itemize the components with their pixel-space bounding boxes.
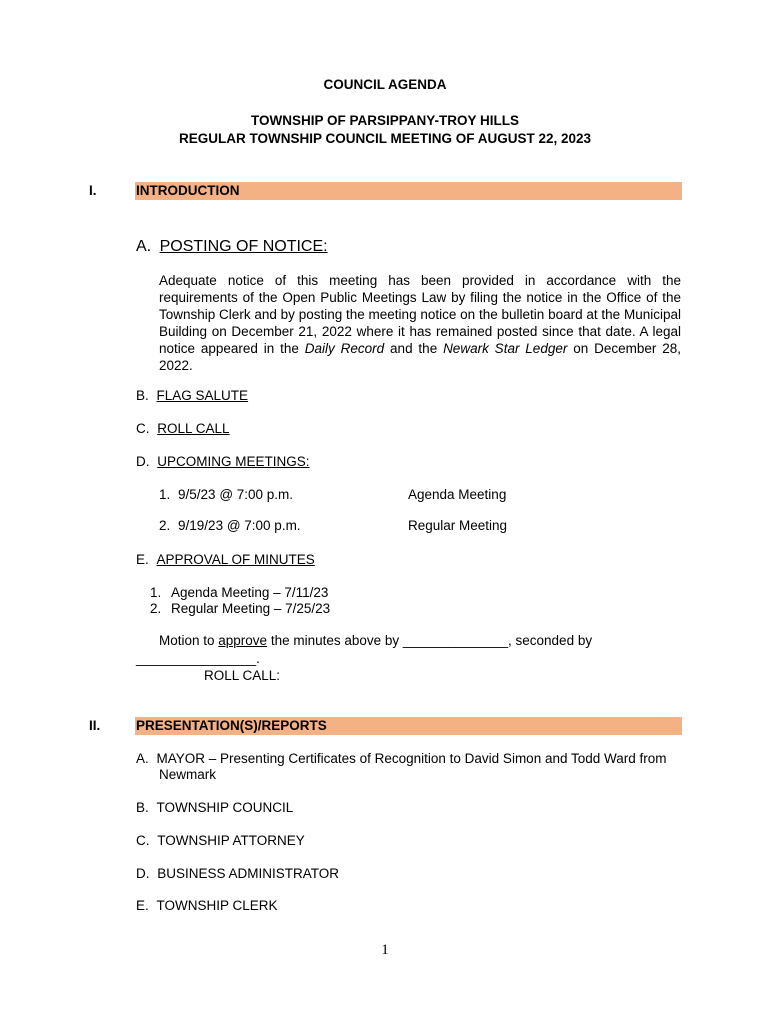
daily-record-text: Daily Record [304, 341, 385, 356]
item-letter: D. [136, 454, 150, 469]
meeting-date: 9/5/23 @ 7:00 p.m. [178, 487, 294, 502]
meeting-title: REGULAR TOWNSHIP COUNCIL MEETING OF AUGUST 22, 2023 [178, 131, 592, 146]
motion-text-pre: Motion to [159, 633, 219, 648]
item-letter: B. [136, 800, 149, 815]
posting-of-notice-label: POSTING OF NOTICE: [159, 238, 328, 255]
flag-salute-label: FLAG SALUTE [156, 388, 249, 403]
item-e-township-clerk [136, 898, 278, 913]
roll-call-text: ROLL CALL: [204, 668, 281, 683]
meeting-1-date [159, 487, 293, 502]
item-b-flag-salute [136, 388, 248, 403]
notice-text-end: on December 28, 2022. [159, 341, 681, 373]
township-council-text: TOWNSHIP COUNCIL [156, 800, 294, 815]
item-letter: E. [136, 552, 149, 567]
motion-text-post: the minutes above by ______________, seconded by [267, 633, 593, 648]
business-administrator-text: BUSINESS ADMINISTRATOR [157, 866, 340, 881]
motion-line [159, 633, 592, 648]
minutes-item-2 [150, 601, 330, 616]
seconded-blank: ________________. [136, 651, 260, 666]
meeting-2-date [159, 518, 301, 533]
township-name: TOWNSHIP OF PARSIPPANY-TROY HILLS [250, 113, 520, 128]
item-letter: A. [136, 238, 152, 255]
mayor-text: MAYOR – Presenting Certificates of Recognition to David Simon and Todd Ward from [156, 751, 667, 766]
item-e-approval-of-minutes [136, 552, 315, 567]
item-letter: E. [136, 898, 149, 913]
list-number: 1. [150, 585, 162, 600]
list-number: 2. [159, 518, 171, 533]
section-1-title: INTRODUCTION [136, 183, 240, 198]
meeting-1-type: Agenda Meeting [408, 487, 507, 502]
item-letter: A. [136, 751, 149, 766]
item-c-roll-call [136, 421, 230, 436]
approve-word: approve [218, 633, 268, 648]
list-number: 2. [150, 601, 162, 616]
list-number: 1. [159, 487, 171, 502]
minutes-item-1 [150, 585, 328, 600]
meeting-2-type: Regular Meeting [408, 518, 508, 533]
item-d-upcoming-meetings [136, 454, 310, 469]
minutes-text: Agenda Meeting – 7/11/23 [171, 585, 329, 600]
township-clerk-text: TOWNSHIP CLERK [156, 898, 278, 913]
star-ledger-text: Newark Star Ledger [443, 341, 568, 356]
section-2-number: II. [89, 718, 101, 733]
item-c-township-attorney [136, 833, 305, 848]
item-letter: B. [136, 388, 149, 403]
item-letter: C. [136, 833, 150, 848]
item-a-mayor [136, 751, 667, 766]
page-number: 1 [381, 942, 389, 958]
upcoming-meetings-label: UPCOMING MEETINGS: [157, 454, 310, 469]
item-d-business-administrator [136, 866, 339, 881]
township-attorney-text: TOWNSHIP ATTORNEY [157, 833, 305, 848]
section-1-number: I. [89, 183, 97, 198]
approval-of-minutes-label: APPROVAL OF MINUTES [156, 552, 315, 567]
item-letter: C. [136, 421, 150, 436]
agenda-title: COUNCIL AGENDA [323, 77, 447, 92]
minutes-text: Regular Meeting – 7/25/23 [171, 601, 331, 616]
meeting-date: 9/19/23 @ 7:00 p.m. [178, 518, 301, 533]
item-b-township-council [136, 800, 293, 815]
item-a-posting [136, 238, 328, 256]
roll-call-label: ROLL CALL [157, 421, 230, 436]
mayor-text-continued: Newmark [159, 767, 217, 782]
item-letter: D. [136, 866, 150, 881]
section-2-title: PRESENTATION(S)/REPORTS [136, 718, 327, 733]
notice-paragraph [159, 272, 681, 374]
notice-text-mid: and the [384, 341, 444, 356]
notice-text: Adequate notice of this meeting has been provided in accordance with the requirements of the Open Public Meetings Law by filing the notice in the Office of the Township Clerk and by posting the meeting notice on the bulletin board at the Municipal Building on December 21, 2022 where it has remained posted since that date. A legal notice appeared in the [159, 273, 681, 356]
